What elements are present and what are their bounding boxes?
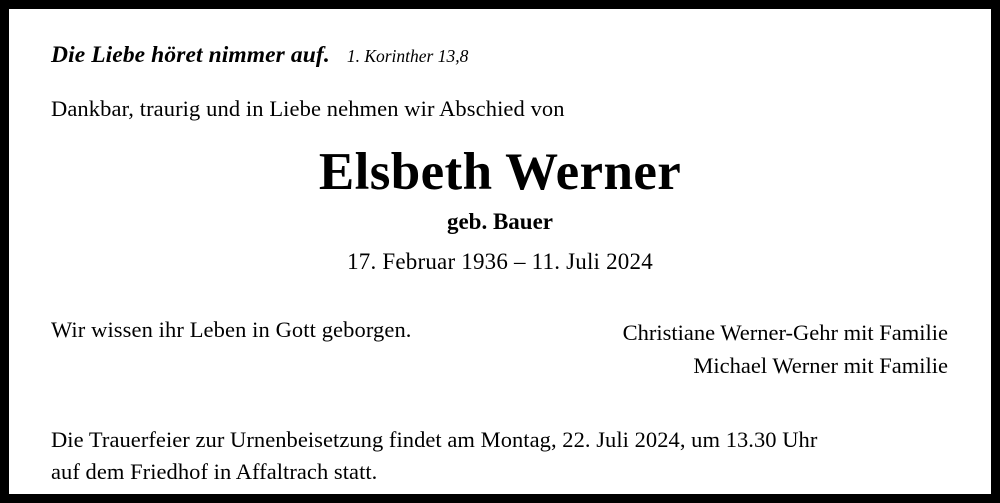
survivor-entry: Christiane Werner-Gehr mit Familie — [622, 320, 948, 346]
verse-block — [51, 42, 949, 69]
comfort-and-survivors-row — [51, 317, 949, 382]
survivor-entry: Michael Werner mit Familie — [693, 352, 948, 378]
ceremony-line: auf dem Friedhof in Affaltrach statt. — [51, 459, 378, 485]
verse-text: Die Liebe höret nimmer auf. — [51, 42, 330, 68]
deceased-name: Elsbeth Werner — [318, 143, 682, 201]
comfort-text: Wir wissen ihr Leben in Gott geborgen. — [51, 317, 412, 343]
ceremony-line: Die Trauerfeier zur Urnenbeisetzung findet am Montag, 22. Juli 2024, um 13.30 Uhr — [51, 427, 818, 453]
intro-text: Dankbar, traurig und in Liebe nehmen wir Abschied von — [51, 96, 565, 121]
life-dates: 17. Februar 1936 – 11. Juli 2024 — [347, 249, 653, 275]
maiden-name: geb. Bauer — [446, 209, 554, 235]
ceremony-details — [51, 424, 949, 488]
obituary-content — [9, 9, 991, 494]
survivors-list — [623, 317, 949, 382]
verse-reference: 1. Korinther 13,8 — [346, 46, 469, 66]
